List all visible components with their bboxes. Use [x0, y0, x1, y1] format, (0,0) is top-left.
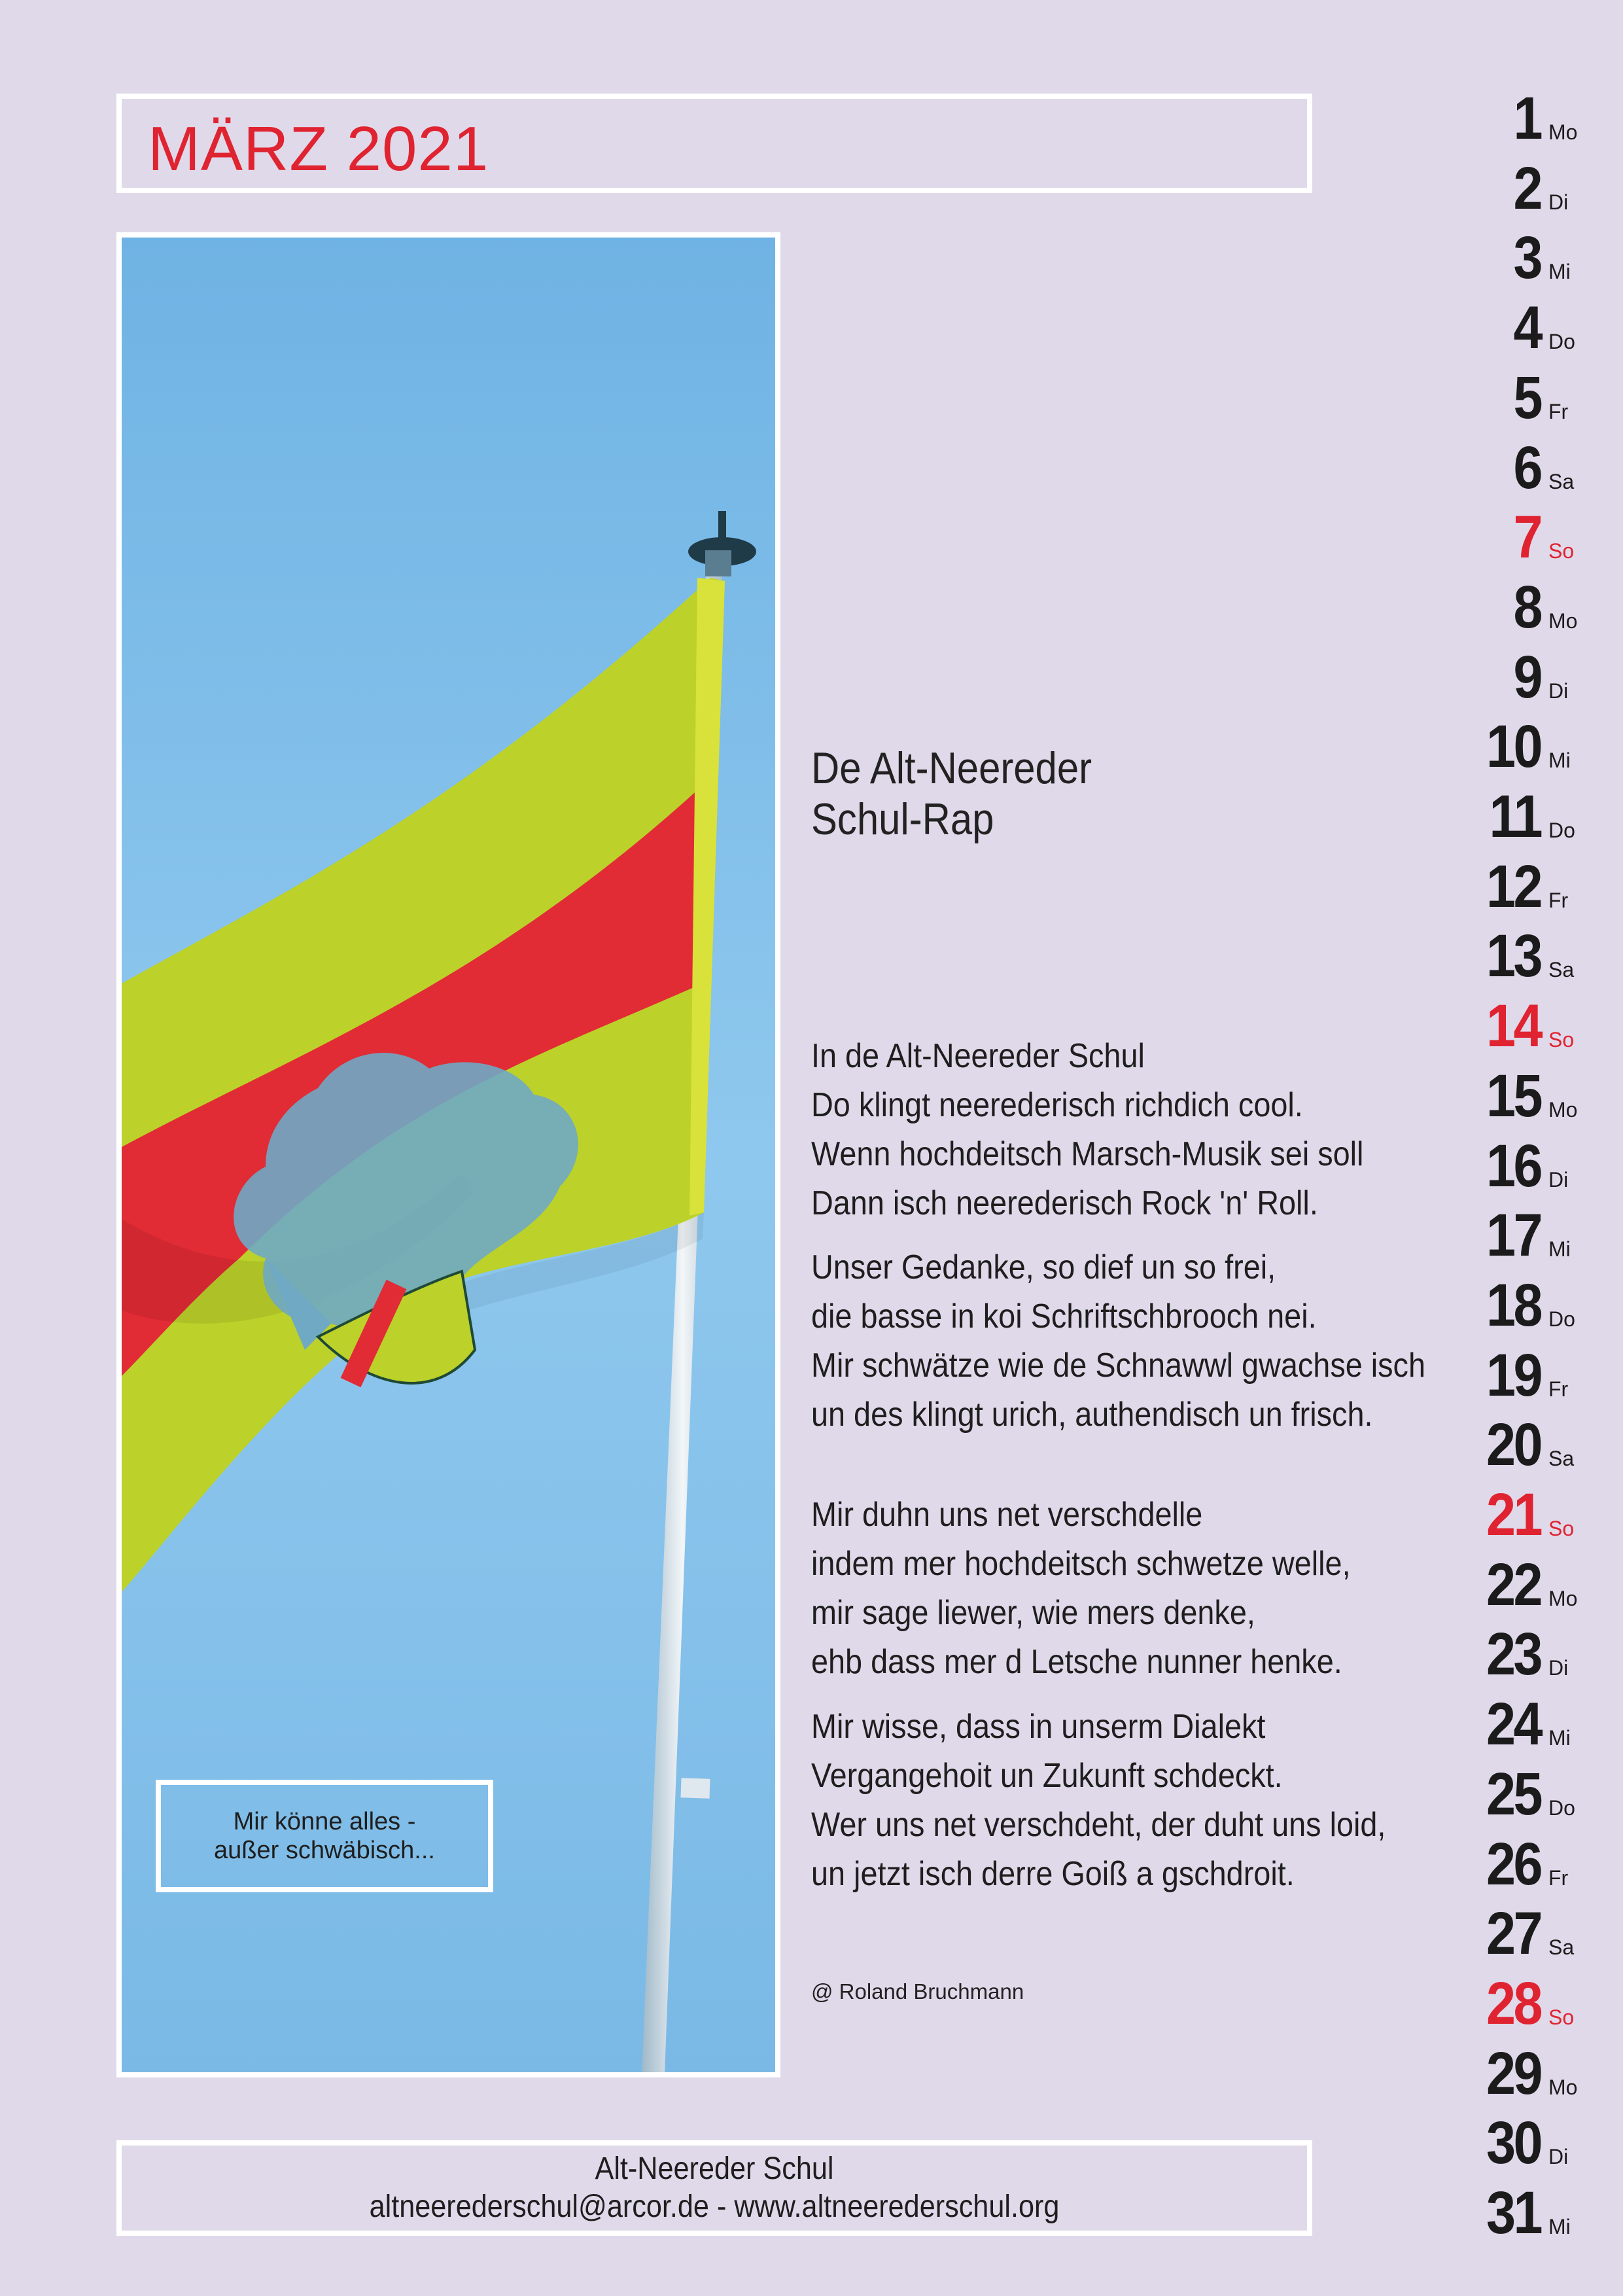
caption-line-2: außer schwäbisch...	[214, 1837, 435, 1864]
poem-line: Wenn hochdeitsch Marsch-Musik sei soll	[811, 1135, 1364, 1173]
poem-title-line-1: De Alt-Neereder	[811, 743, 1092, 793]
poem-line: Mir schwätze wie de Schnawwl gwachse isch	[811, 1347, 1425, 1385]
day-number: 24	[1486, 1691, 1541, 1757]
calendar-day-27	[1459, 1897, 1616, 1966]
day-number: 9	[1513, 644, 1541, 711]
calendar-day-14	[1459, 989, 1616, 1059]
poem-line: In de Alt-Neereder Schul	[811, 1037, 1145, 1075]
weekday-label: So	[1548, 1028, 1575, 1051]
day-number: 6	[1513, 434, 1541, 501]
weekday-label: Mo	[1548, 2075, 1578, 2099]
calendar-day-30	[1459, 2106, 1616, 2176]
calendar-day-15	[1459, 1059, 1616, 1129]
day-number: 19	[1486, 1342, 1541, 1409]
day-number: 17	[1486, 1202, 1541, 1269]
weekday-label: Fr	[1548, 400, 1569, 423]
poem-line: indem mer hochdeitsch schwetze welle,	[811, 1545, 1351, 1583]
weekday-label: Mo	[1548, 609, 1578, 633]
weekday-label: Sa	[1548, 1935, 1575, 1959]
calendar-day-22	[1459, 1548, 1616, 1617]
poem-title-line-2: Schul-Rap	[811, 794, 994, 844]
day-number: 3	[1513, 224, 1541, 291]
calendar-day-6	[1459, 431, 1616, 501]
poem-line: Mir wisse, dass in unserm Dialekt	[811, 1708, 1266, 1746]
day-number: 2	[1513, 155, 1541, 222]
poem-line: die basse in koi Schriftschbrooch nei.	[811, 1298, 1317, 1335]
calendar-day-31	[1459, 2176, 1616, 2246]
calendar-day-3	[1459, 221, 1616, 291]
calendar-day-16	[1459, 1129, 1616, 1199]
day-number: 1	[1513, 85, 1541, 152]
day-number: 7	[1513, 504, 1541, 571]
calendar-day-4	[1459, 291, 1616, 361]
day-number: 20	[1486, 1411, 1541, 1478]
poem-line: Do klingt neerederisch richdich cool.	[811, 1086, 1303, 1124]
calendar-day-28	[1459, 1967, 1616, 2036]
calendar-day-25	[1459, 1757, 1616, 1827]
poem-line: Mir duhn uns net verschdelle	[811, 1496, 1203, 1534]
poem-line: mir sage liewer, wie mers denke,	[811, 1594, 1255, 1632]
calendar-day-18	[1459, 1269, 1616, 1338]
weekday-label: Di	[1548, 2145, 1569, 2168]
weekday-label: So	[1548, 2005, 1575, 2029]
calendar-day-26	[1459, 1828, 1616, 1897]
weekday-label: Sa	[1548, 470, 1575, 493]
weekday-label: So	[1548, 1517, 1575, 1540]
calendar-day-12	[1459, 850, 1616, 919]
poem-line: Wer uns net verschdeht, der duht uns loid,	[811, 1806, 1386, 1844]
day-number: 16	[1486, 1133, 1541, 1199]
day-number: 30	[1486, 2110, 1541, 2176]
calendar-day-9	[1459, 641, 1616, 710]
poem-line: Unser Gedanke, so dief un so frei,	[811, 1248, 1276, 1286]
footer-name: Alt-Neereder Schul	[595, 2151, 834, 2186]
footer-contact[interactable]: altneerederschul@arcor.de - www.altneerederschul.org	[369, 2189, 1060, 2224]
calendar-day-8	[1459, 571, 1616, 640]
month-title-box	[116, 94, 1312, 193]
weekday-label: Di	[1548, 679, 1569, 703]
calendar-day-17	[1459, 1199, 1616, 1268]
day-number: 12	[1486, 853, 1541, 920]
photo-caption	[156, 1780, 493, 1892]
calendar-day-29	[1459, 2037, 1616, 2106]
calendar-day-1	[1459, 82, 1616, 151]
day-number: 18	[1486, 1272, 1541, 1339]
caption-line-1: Mir könne alles -	[233, 1808, 416, 1835]
calendar-day-13	[1459, 919, 1616, 989]
day-number: 14	[1486, 993, 1541, 1059]
day-number: 22	[1486, 1551, 1541, 1618]
weekday-label: Mo	[1548, 120, 1578, 144]
poem-line: Dann isch neerederisch Rock 'n' Roll.	[811, 1184, 1318, 1222]
calendar-day-20	[1459, 1408, 1616, 1477]
day-number: 28	[1486, 1970, 1541, 2037]
poem-stanza-1	[811, 1032, 1363, 1228]
calendar-day-7	[1459, 501, 1616, 570]
day-number: 26	[1486, 1831, 1541, 1898]
poem-title	[811, 743, 1092, 845]
day-number: 5	[1513, 364, 1541, 431]
poem-stanza-4	[811, 1703, 1386, 1899]
poem-line: Vergangehoit un Zukunft schdeckt.	[811, 1757, 1283, 1795]
calendar-day-5	[1459, 361, 1616, 431]
day-number: 27	[1486, 1900, 1541, 1967]
calendar-day-10	[1459, 710, 1616, 779]
calendar-day-19	[1459, 1339, 1616, 1408]
day-number: 8	[1513, 574, 1541, 641]
month-title: MÄRZ 2021	[148, 114, 489, 184]
weekday-label: Sa	[1548, 1447, 1575, 1470]
day-number: 11	[1489, 783, 1541, 850]
flag-photo	[116, 232, 780, 2077]
weekday-label: Fr	[1548, 1866, 1569, 1890]
weekday-label: Mo	[1548, 1587, 1578, 1610]
copyright-note: @ Roland Bruchmann	[811, 1979, 1024, 2004]
poem-stanza-3	[811, 1491, 1351, 1687]
poem-line: un des klingt urich, authendisch un frisch.	[811, 1396, 1373, 1434]
weekday-label: Mi	[1548, 749, 1571, 772]
calendar-day-11	[1459, 780, 1616, 849]
weekday-label: Sa	[1548, 958, 1575, 981]
weekday-label: Di	[1548, 1168, 1569, 1192]
weekday-label: Mi	[1548, 2215, 1571, 2238]
weekday-label: Do	[1548, 1796, 1575, 1820]
poem-line: ehb dass mer d Letsche nunner henke.	[811, 1643, 1342, 1681]
day-number: 25	[1486, 1761, 1541, 1828]
weekday-label: Do	[1548, 819, 1575, 842]
day-number: 21	[1486, 1481, 1541, 1548]
weekday-label: Mo	[1548, 1098, 1578, 1122]
day-number: 4	[1513, 294, 1541, 361]
day-number: 23	[1486, 1621, 1541, 1687]
weekday-label: Di	[1548, 1656, 1569, 1680]
weekday-label: Do	[1548, 330, 1575, 353]
weekday-label: So	[1548, 539, 1575, 563]
footer	[116, 2140, 1312, 2236]
day-number: 29	[1486, 2040, 1541, 2107]
weekday-label: Di	[1548, 190, 1569, 214]
weekday-label: Mi	[1548, 1726, 1571, 1750]
day-number: 13	[1486, 923, 1541, 989]
calendar-day-21	[1459, 1478, 1616, 1547]
calendar-day-23	[1459, 1617, 1616, 1687]
weekday-label: Mi	[1548, 260, 1571, 283]
weekday-label: Mi	[1548, 1237, 1571, 1261]
poem-line: un jetzt isch derre Goiß a gschdroit.	[811, 1855, 1295, 1893]
poem-stanza-2	[811, 1243, 1425, 1439]
weekday-label: Fr	[1548, 1377, 1569, 1401]
day-number: 31	[1486, 2180, 1541, 2246]
weekday-label: Do	[1548, 1307, 1575, 1331]
calendar-day-24	[1459, 1687, 1616, 1757]
day-number: 10	[1486, 713, 1541, 780]
day-number: 15	[1486, 1063, 1541, 1129]
calendar-day-2	[1459, 152, 1616, 221]
weekday-label: Fr	[1548, 889, 1569, 912]
